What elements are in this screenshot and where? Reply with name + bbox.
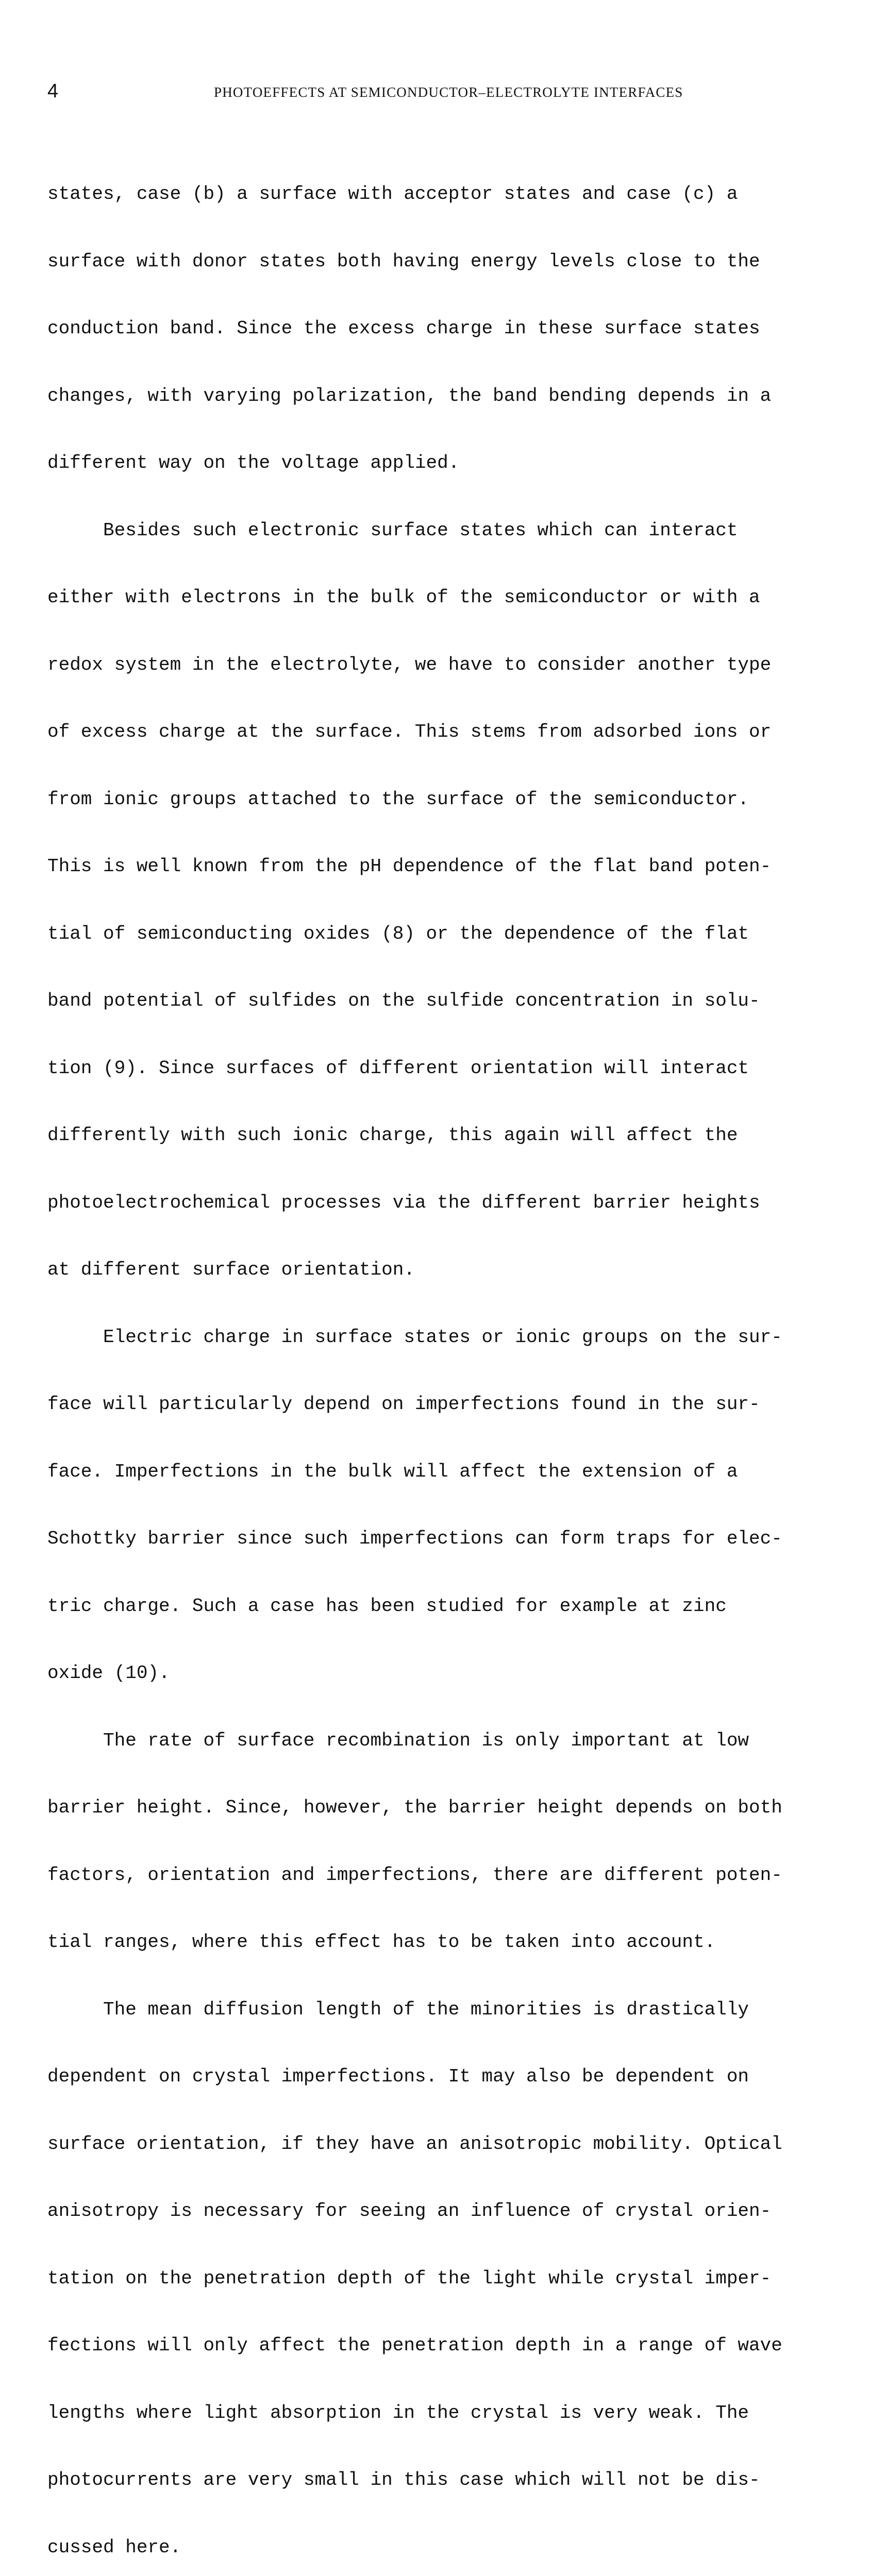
text-line: band potential of sulfides on the sulfide concentration in solu- bbox=[47, 990, 760, 1011]
text-line: oxide (10). bbox=[47, 1663, 170, 1684]
text-line: The rate of surface recombination is only important at low bbox=[47, 1730, 749, 1751]
text-line: photocurrents are very small in this case which will not be dis- bbox=[47, 2469, 760, 2490]
text-line: differently with such ionic charge, this again will affect the bbox=[47, 1125, 738, 1146]
text-line: factors, orientation and imperfections, there are different poten- bbox=[47, 1864, 782, 1886]
text-line: different way on the voltage applied. bbox=[47, 452, 460, 473]
page-number: 4 bbox=[47, 80, 59, 102]
text-line: tation on the penetration depth of the light while crystal imper- bbox=[47, 2267, 772, 2289]
text-line: tial of semiconducting oxides (8) or the dependence of the flat bbox=[47, 923, 749, 944]
text-line: The mean diffusion length of the minorities is drastically bbox=[47, 1998, 749, 2020]
text-line: face will particularly depend on imperfections found in the sur- bbox=[47, 1394, 760, 1415]
text-line: lengths where light absorption in the crystal is very weak. The bbox=[47, 2402, 749, 2424]
text-line: anisotropy is necessary for seeing an influence of crystal orien- bbox=[47, 2200, 772, 2222]
text-line: redox system in the electrolyte, we have to consider another type bbox=[47, 654, 772, 675]
text-line: of excess charge at the surface. This stems from adsorbed ions or bbox=[47, 721, 772, 742]
text-line: from ionic groups attached to the surface of the semiconductor. bbox=[47, 788, 749, 810]
text-line: changes, with varying polarization, the band bending depends in a bbox=[47, 385, 772, 406]
text-line: conduction band. Since the excess charge in these surface states bbox=[47, 318, 760, 339]
text-line: surface with donor states both having energy levels close to the bbox=[47, 250, 760, 272]
text-line: barrier height. Since, however, the barrier height depends on both bbox=[47, 1797, 782, 1818]
text-line: Besides such electronic surface states which can interact bbox=[47, 519, 738, 541]
running-title: PHOTOEFFECTS AT SEMICONDUCTOR–ELECTROLYTE INTERFACES bbox=[214, 84, 683, 100]
text-line: face. Imperfections in the bulk will affect the extension of a bbox=[47, 1461, 738, 1482]
text-line: tric charge. Such a case has been studied for example at zinc bbox=[47, 1595, 727, 1617]
body-text bbox=[47, 138, 810, 2576]
text-line: dependent on crystal imperfections. It may also be dependent on bbox=[47, 2066, 749, 2087]
text-line: photoelectrochemical processes via the different barrier heights bbox=[47, 1192, 760, 1213]
text-line: Schottky barrier since such imperfections can form traps for elec- bbox=[47, 1528, 782, 1549]
text-line: tion (9). Since surfaces of different orientation will interact bbox=[47, 1057, 749, 1079]
text-line: This is well known from the pH dependence of the flat band poten- bbox=[47, 856, 772, 877]
text-line: surface orientation, if they have an anisotropic mobility. Optical bbox=[47, 2133, 782, 2155]
text-line: tial ranges, where this effect has to be taken into account. bbox=[47, 1931, 716, 1953]
text-line: Electric charge in surface states or ionic groups on the sur- bbox=[47, 1326, 782, 1348]
text-line: at different surface orientation. bbox=[47, 1259, 415, 1280]
text-line: fections will only affect the penetration depth in a range of wave bbox=[47, 2335, 782, 2356]
text-line: either with electrons in the bulk of the semiconductor or with a bbox=[47, 587, 760, 608]
text-line: cussed here. bbox=[47, 2536, 181, 2558]
text-line: states, case (b) a surface with acceptor states and case (c) a bbox=[47, 183, 738, 205]
